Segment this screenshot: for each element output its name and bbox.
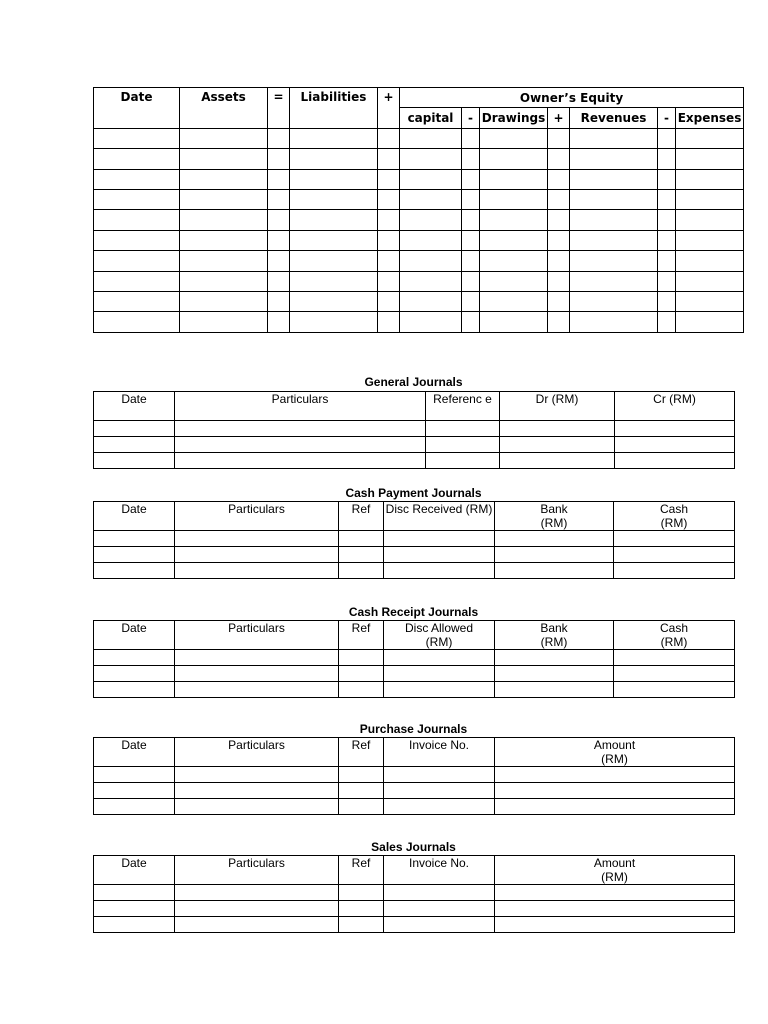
journal-body [94,531,735,579]
table-cell [676,128,744,148]
table-cell [400,169,462,189]
subheader-minus: - [462,108,480,128]
table-cell [94,682,175,698]
journal-body [94,650,735,698]
table-row [94,271,744,291]
table-cell [400,210,462,230]
table-cell [180,230,268,250]
table-cell [180,189,268,209]
header-date: Date [94,621,175,650]
header-cash: Cash (RM) [614,502,735,531]
table-cell [548,271,570,291]
table-cell [378,251,400,271]
table-cell [180,169,268,189]
header-bank: Bank (RM) [495,502,614,531]
table-cell [94,312,180,332]
table-row [94,437,735,453]
table-cell [462,312,480,332]
header-date: Date [94,856,175,885]
header-particulars: Particulars [175,392,426,421]
table-cell [676,312,744,332]
journal-body [94,767,735,815]
header-cash: Cash (RM) [614,621,735,650]
table-cell [658,291,676,311]
table-cell [290,149,378,169]
table-cell [180,251,268,271]
table-cell [94,437,175,453]
table-cell [495,917,735,933]
table-cell [400,128,462,148]
table-cell [339,885,384,901]
table-cell [175,799,339,815]
table-cell [384,901,495,917]
table-cell [339,666,384,682]
table-cell [480,210,548,230]
header-assets: Assets [180,88,268,129]
table-row [94,666,735,682]
table-cell [175,885,339,901]
table-cell [480,251,548,271]
table-cell [495,682,614,698]
table-cell [384,666,495,682]
table-row [94,230,744,250]
table-cell [268,149,290,169]
table-cell [378,271,400,291]
table-cell [615,421,735,437]
table-cell [175,547,339,563]
table-cell [180,271,268,291]
header-particulars: Particulars [175,856,339,885]
table-cell [495,799,735,815]
general-journal-title: General Journals [364,375,463,389]
table-cell [400,271,462,291]
table-cell [462,149,480,169]
table-cell [384,783,495,799]
table-cell [339,547,384,563]
table-cell [339,767,384,783]
table-cell [614,563,735,579]
table-cell [94,189,180,209]
table-cell [570,312,658,332]
header-bank: Bank (RM) [495,621,614,650]
table-cell [462,128,480,148]
header-particulars: Particulars [175,502,339,531]
table-cell [400,230,462,250]
table-row [94,149,744,169]
table-cell [94,563,175,579]
table-cell [495,666,614,682]
cash-receipt-journal-table [93,620,735,698]
subheader-capital: capital [400,108,462,128]
table-cell [548,291,570,311]
subheader-plus: + [548,108,570,128]
table-cell [384,650,495,666]
header-equals: = [268,88,290,129]
table-cell [495,531,614,547]
table-cell [495,650,614,666]
table-cell [180,128,268,148]
table-cell [548,312,570,332]
subheader-minus: - [658,108,676,128]
table-cell [378,128,400,148]
table-row [94,885,735,901]
table-cell [94,251,180,271]
table-cell [570,291,658,311]
table-cell [462,291,480,311]
table-cell [658,149,676,169]
table-cell [339,650,384,666]
subheader-expenses: Expenses [676,108,744,128]
table-cell [480,189,548,209]
table-cell [180,210,268,230]
table-cell [676,251,744,271]
table-header-row [94,392,735,421]
table-cell [268,271,290,291]
table-cell [570,169,658,189]
table-cell [94,128,180,148]
table-row [94,291,744,311]
table-cell [495,767,735,783]
table-row [94,563,735,579]
table-cell [290,169,378,189]
table-cell [175,767,339,783]
header-invoice-no: Invoice No. [384,856,495,885]
table-cell [175,563,339,579]
journal-body [94,421,735,469]
table-cell [180,312,268,332]
table-cell [175,666,339,682]
table-cell [384,917,495,933]
table-cell [495,547,614,563]
table-cell [480,271,548,291]
table-cell [94,799,175,815]
table-cell [94,666,175,682]
table-cell [400,189,462,209]
header-date: Date [94,738,175,767]
table-cell [658,210,676,230]
table-row [94,189,744,209]
table-cell [400,251,462,271]
purchase-journal-title: Purchase Journals [359,722,468,736]
table-cell [570,210,658,230]
table-cell [480,291,548,311]
header-disc-received: Disc Received (RM) [384,502,495,531]
table-cell [180,291,268,311]
table-cell [658,128,676,148]
general-journal-table [93,391,735,469]
table-cell [175,650,339,666]
table-cell [94,901,175,917]
table-cell [94,917,175,933]
table-cell [400,312,462,332]
table-cell [339,901,384,917]
header-disc-allowed: Disc Allowed (RM) [384,621,495,650]
subheader-revenues: Revenues [570,108,658,128]
table-cell [676,149,744,169]
table-row [94,767,735,783]
table-cell [548,169,570,189]
header-amount: Amount (RM) [495,856,735,885]
cash-receipt-journal-title: Cash Receipt Journals [348,605,479,619]
table-cell [480,230,548,250]
table-cell [268,230,290,250]
table-cell [462,271,480,291]
table-cell [268,291,290,311]
table-row [94,210,744,230]
table-cell [339,783,384,799]
table-cell [175,531,339,547]
table-cell [614,531,735,547]
table-cell [676,291,744,311]
header-liabilities: Liabilities [290,88,378,129]
table-cell [175,421,426,437]
header-plus: + [378,88,400,129]
table-cell [570,230,658,250]
table-cell [548,210,570,230]
table-cell [339,563,384,579]
table-cell [94,650,175,666]
journal-body [94,885,735,933]
table-row [94,783,735,799]
table-cell [339,682,384,698]
table-cell [462,189,480,209]
table-cell [268,189,290,209]
table-cell [290,251,378,271]
table-row [94,453,735,469]
header-ref: Ref [339,621,384,650]
subheader-drawings: Drawings [480,108,548,128]
table-cell [676,210,744,230]
table-cell [614,650,735,666]
table-cell [614,666,735,682]
table-cell [94,210,180,230]
table-cell [480,149,548,169]
table-row [94,650,735,666]
table-cell [658,312,676,332]
table-row [94,799,735,815]
table-cell [548,149,570,169]
table-row [94,312,744,332]
table-cell [548,128,570,148]
table-cell [676,271,744,291]
table-cell [570,128,658,148]
table-cell [378,189,400,209]
table-cell [570,251,658,271]
header-date: Date [94,502,175,531]
table-row [94,251,744,271]
table-row [94,128,744,148]
header-date: Date [94,392,175,421]
table-cell [268,312,290,332]
table-cell [378,169,400,189]
table-cell [290,230,378,250]
table-cell [94,767,175,783]
table-cell [378,230,400,250]
table-cell [94,169,180,189]
table-cell [658,271,676,291]
table-cell [290,271,378,291]
header-invoice-no: Invoice No. [384,738,495,767]
header-ref: Ref [339,738,384,767]
table-cell [290,189,378,209]
equation-header-row [94,88,744,108]
table-cell [384,531,495,547]
table-cell [384,799,495,815]
header-particulars: Particulars [175,621,339,650]
table-cell [175,917,339,933]
table-cell [426,453,500,469]
table-header-row [94,502,735,531]
table-cell [290,312,378,332]
table-cell [462,230,480,250]
table-cell [500,453,615,469]
table-row [94,917,735,933]
table-cell [500,437,615,453]
table-cell [94,149,180,169]
table-cell [94,885,175,901]
table-cell [615,453,735,469]
table-cell [495,901,735,917]
table-cell [94,230,180,250]
table-cell [268,210,290,230]
header-dr: Dr (RM) [500,392,615,421]
header-reference: Referenc e [426,392,500,421]
table-cell [290,210,378,230]
table-cell [400,149,462,169]
table-cell [94,783,175,799]
table-cell [175,901,339,917]
table-cell [570,149,658,169]
table-cell [378,291,400,311]
table-cell [480,312,548,332]
table-header-row [94,621,735,650]
table-cell [339,799,384,815]
table-cell [676,230,744,250]
table-cell [614,547,735,563]
table-cell [290,291,378,311]
purchase-journal-table [93,737,735,815]
table-cell [290,128,378,148]
table-cell [495,563,614,579]
header-date: Date [94,88,180,129]
table-cell [495,783,735,799]
table-header-row [94,856,735,885]
table-cell [384,767,495,783]
table-cell [495,885,735,901]
table-cell [339,917,384,933]
table-cell [175,682,339,698]
equation-body [94,128,744,332]
table-cell [339,531,384,547]
header-particulars: Particulars [175,738,339,767]
table-cell [570,189,658,209]
table-cell [94,421,175,437]
table-cell [268,169,290,189]
table-cell [614,682,735,698]
table-cell [658,230,676,250]
table-cell [548,189,570,209]
table-cell [175,437,426,453]
table-row [94,901,735,917]
table-cell [462,169,480,189]
header-owners-equity: Owner’s Equity [400,88,744,108]
cash-payment-journal-title: Cash Payment Journals [345,486,482,500]
table-cell [548,230,570,250]
table-cell [570,271,658,291]
table-cell [500,421,615,437]
header-ref: Ref [339,502,384,531]
table-cell [676,169,744,189]
table-cell [658,189,676,209]
table-cell [384,885,495,901]
header-cr: Cr (RM) [615,392,735,421]
table-cell [384,563,495,579]
table-cell [426,421,500,437]
table-cell [180,149,268,169]
table-cell [268,251,290,271]
table-row [94,547,735,563]
table-cell [175,453,426,469]
accounting-equation-table [93,87,744,333]
table-cell [378,210,400,230]
table-cell [658,169,676,189]
table-cell [94,271,180,291]
table-cell [480,128,548,148]
table-cell [426,437,500,453]
table-cell [378,149,400,169]
table-cell [462,251,480,271]
table-cell [615,437,735,453]
table-row [94,682,735,698]
table-cell [175,783,339,799]
table-cell [384,682,495,698]
table-row [94,421,735,437]
table-cell [94,547,175,563]
table-cell [676,189,744,209]
table-cell [268,128,290,148]
table-cell [400,291,462,311]
header-amount: Amount (RM) [495,738,735,767]
table-cell [462,210,480,230]
table-cell [658,251,676,271]
header-ref: Ref [339,856,384,885]
table-cell [384,547,495,563]
sales-journal-table [93,855,735,933]
table-cell [94,453,175,469]
table-cell [548,251,570,271]
table-cell [94,291,180,311]
sales-journal-title: Sales Journals [371,840,456,854]
cash-payment-journal-table [93,501,735,579]
table-cell [480,169,548,189]
table-row [94,531,735,547]
table-header-row [94,738,735,767]
table-cell [94,531,175,547]
table-row [94,169,744,189]
table-cell [378,312,400,332]
